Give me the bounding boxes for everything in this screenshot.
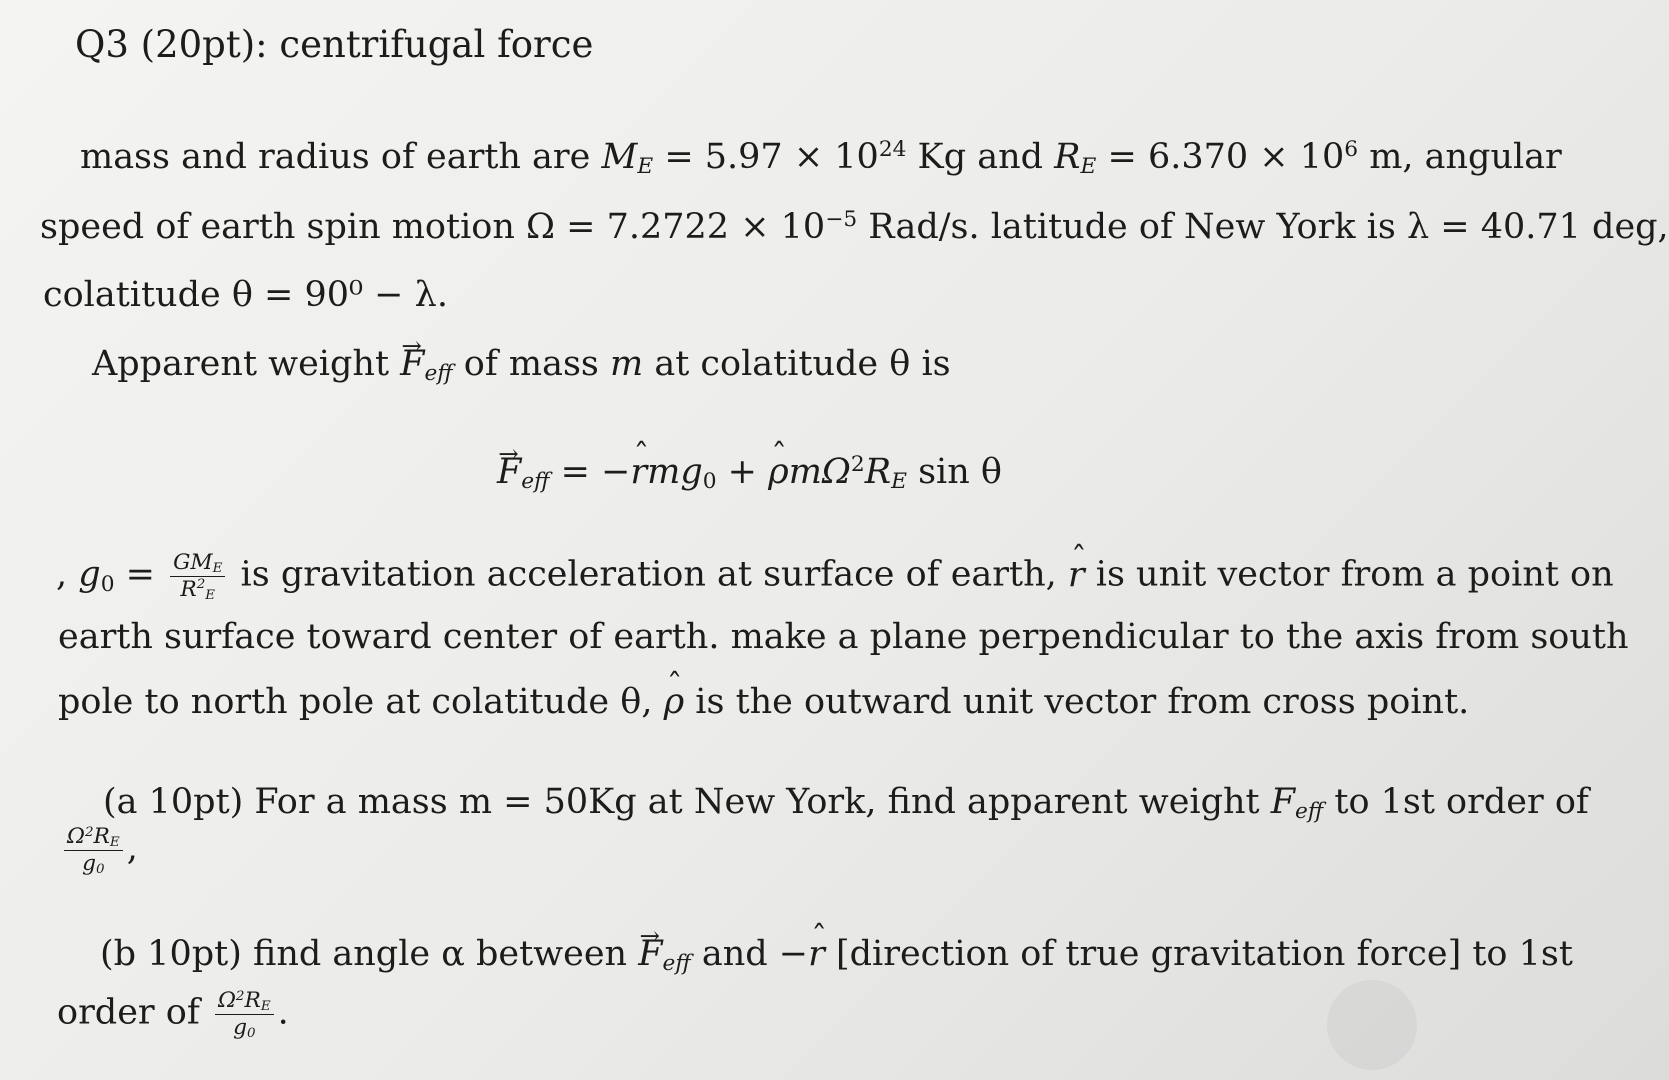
g0-definition-line: , $g_0$ = $\frac{GM_E}{R^2_E}$ is gravitation acceleration at surface of earth, ˆ r is unit vector from a point on <box>56 552 1614 600</box>
part-b-fraction: $\frac{\Omega^2R_E}{g_0}$ <box>215 990 274 1038</box>
part-a-fraction: $\frac{\Omega^2R_E}{g_0}$ <box>64 826 123 874</box>
colatitude-text: colatitude θ = 90⁰ − λ. <box>43 275 448 315</box>
definition-line-3: pole to north pole at colatitude θ, ˆ ρ is the outward unit vector from cross point. <box>58 685 1469 720</box>
part-a-question: (a 10pt) For a mass m = 50Kg at New York, find apparent weight $F_{eff}$ to 1st order of <box>103 782 1589 825</box>
faint-watermark-icon <box>1327 980 1417 1070</box>
latitude-text: Rad/s. latitude of New York is λ = 40.71 deg, <box>857 207 1669 247</box>
earth-radius-value: = 6.370 × 10 <box>1096 137 1345 177</box>
intro-line-1: mass and radius of earth are $M_E = 5.97 \times 10^{24}$ Kg and $R_E = 6.370 \times 10^6$ m, angular <box>80 137 1562 180</box>
part-b-question: (b 10pt) find angle α between → $F_{eff}$ and −ˆ r [direction of true gravitation force] to 1st <box>100 937 1573 972</box>
earth-mass-value: = 5.97 × 10 <box>653 137 879 177</box>
earth-radius-symbol: $R_E$ <box>1054 137 1097 180</box>
earth-mass-symbol: $M_E$ <box>601 137 654 180</box>
question-title: Q3 (20pt): centrifugal force <box>75 23 594 66</box>
r-hat-symbol: ˆ r <box>630 455 647 490</box>
effective-force-equation: → $F_{eff}$ = −ˆ rmg$_0$ + ˆ $\rho m\Omega^2R_E$ sin θ <box>497 455 1002 490</box>
apparent-weight-line: Apparent weight → $F_{eff}$ of mass m at colatitude θ is <box>92 347 951 382</box>
force-vector-symbol: → F <box>400 347 424 382</box>
definition-line-2: earth surface toward center of earth. make a plane perpendicular to the axis from south <box>58 617 1629 657</box>
part-a-fraction-line: $\frac{\Omega^2R_E}{g_0}$ , <box>60 826 138 874</box>
intro-text: mass and radius of earth are <box>80 137 602 177</box>
part-b-line-2: order of $\frac{\Omega^2R_E}{g_0}$ . <box>57 988 289 1042</box>
rho-hat-symbol: ˆ ρ <box>768 455 789 490</box>
intro-line-2: speed of earth spin motion $\Omega = 7.2722 \times 10^{-5}$ Rad/s. latitude of New York is λ = 40.71 deg, <box>40 207 1669 247</box>
angular-speed-text: speed of earth spin motion Ω = 7.2722 × 10 <box>40 207 826 247</box>
g0-fraction: $\frac{GM_E}{R^2_E}$ <box>170 552 225 600</box>
